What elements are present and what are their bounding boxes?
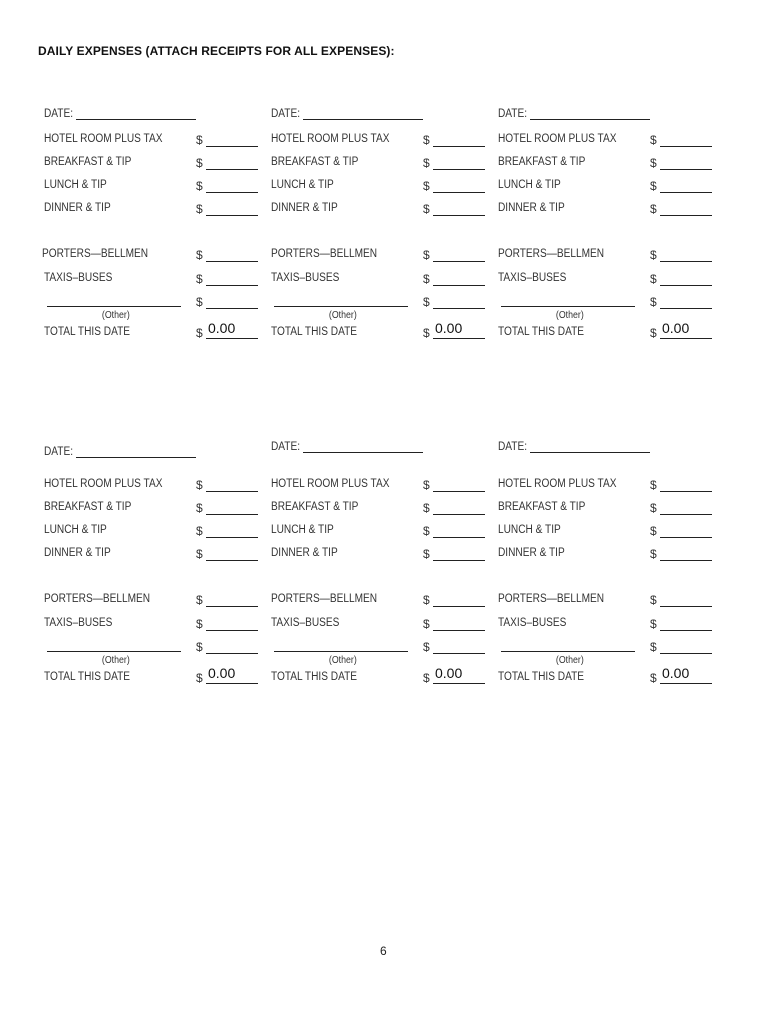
date-label: DATE: (498, 441, 528, 453)
porters-amount-field[interactable] (660, 247, 712, 262)
currency-symbol: $ (196, 617, 203, 631)
hotel-label: HOTEL ROOM PLUS TAX (44, 133, 163, 145)
hotel-label: HOTEL ROOM PLUS TAX (271, 133, 390, 145)
hotel-amount-field[interactable] (206, 477, 258, 492)
breakfast-label: BREAKFAST & TIP (44, 156, 132, 168)
currency-symbol: $ (650, 593, 657, 607)
other-amount-field[interactable] (433, 294, 485, 309)
total-amount-field[interactable]: 0.00 (433, 665, 485, 684)
taxis-label: TAXIS–BUSES (498, 617, 567, 629)
porters-amount-field[interactable] (660, 592, 712, 607)
currency-symbol: $ (423, 272, 430, 286)
day-block (271, 108, 501, 358)
other-label: (Other) (101, 310, 130, 321)
currency-symbol: $ (650, 133, 657, 147)
other-description-field[interactable] (47, 294, 181, 307)
total-amount-field[interactable]: 0.00 (206, 665, 258, 684)
page-heading: DAILY EXPENSES (ATTACH RECEIPTS FOR ALL EXPENSES): (38, 44, 395, 58)
porters-label: PORTERS—BELLMEN (44, 593, 151, 605)
lunch-label: LUNCH & TIP (44, 179, 107, 191)
page-number: 6 (380, 944, 387, 958)
breakfast-amount-field[interactable] (660, 155, 712, 170)
currency-symbol: $ (196, 524, 203, 538)
currency-symbol: $ (423, 547, 430, 561)
currency-symbol: $ (650, 248, 657, 262)
currency-symbol: $ (423, 179, 430, 193)
lunch-label: LUNCH & TIP (498, 524, 561, 536)
currency-symbol: $ (423, 295, 430, 309)
currency-symbol: $ (196, 478, 203, 492)
breakfast-label: BREAKFAST & TIP (498, 501, 586, 513)
date-field[interactable] (76, 445, 196, 458)
porters-label: PORTERS—BELLMEN (271, 593, 378, 605)
day-block (44, 108, 274, 358)
date-label: DATE: (498, 108, 528, 120)
date-label: DATE: (271, 441, 301, 453)
currency-symbol: $ (196, 640, 203, 654)
currency-symbol: $ (650, 547, 657, 561)
currency-symbol: $ (650, 295, 657, 309)
dinner-amount-field[interactable] (660, 201, 712, 216)
currency-symbol: $ (423, 617, 430, 631)
breakfast-amount-field[interactable] (660, 500, 712, 515)
currency-symbol: $ (650, 272, 657, 286)
total-label: TOTAL THIS DATE (271, 326, 358, 338)
dinner-label: DINNER & TIP (44, 202, 111, 214)
currency-symbol: $ (650, 156, 657, 170)
hotel-amount-field[interactable] (206, 132, 258, 147)
total-label: TOTAL THIS DATE (498, 326, 585, 338)
currency-symbol: $ (196, 248, 203, 262)
dinner-label: DINNER & TIP (271, 202, 338, 214)
hotel-amount-field[interactable] (660, 477, 712, 492)
porters-amount-field[interactable] (433, 592, 485, 607)
date-field[interactable] (530, 440, 650, 453)
total-amount-field[interactable]: 0.00 (206, 320, 258, 339)
porters-amount-field[interactable] (206, 592, 258, 607)
currency-symbol: $ (650, 179, 657, 193)
other-description-field[interactable] (274, 294, 408, 307)
lunch-label: LUNCH & TIP (498, 179, 561, 191)
breakfast-label: BREAKFAST & TIP (271, 156, 359, 168)
currency-symbol: $ (196, 501, 203, 515)
dinner-amount-field[interactable] (660, 546, 712, 561)
breakfast-label: BREAKFAST & TIP (498, 156, 586, 168)
porters-label: PORTERS—BELLMEN (498, 248, 605, 260)
currency-symbol: $ (196, 133, 203, 147)
currency-symbol: $ (196, 326, 203, 340)
dinner-amount-field[interactable] (206, 201, 258, 216)
currency-symbol: $ (650, 640, 657, 654)
total-label: TOTAL THIS DATE (271, 671, 358, 683)
total-label: TOTAL THIS DATE (498, 671, 585, 683)
currency-symbol: $ (423, 202, 430, 216)
hotel-label: HOTEL ROOM PLUS TAX (271, 478, 390, 490)
total-label: TOTAL THIS DATE (44, 671, 131, 683)
currency-symbol: $ (196, 272, 203, 286)
porters-label: PORTERS—BELLMEN (42, 248, 149, 260)
currency-symbol: $ (423, 640, 430, 654)
dinner-label: DINNER & TIP (271, 547, 338, 559)
currency-symbol: $ (650, 478, 657, 492)
currency-symbol: $ (650, 524, 657, 538)
breakfast-amount-field[interactable] (433, 155, 485, 170)
other-label: (Other) (328, 655, 357, 666)
lunch-amount-field[interactable] (206, 178, 258, 193)
currency-symbol: $ (650, 671, 657, 685)
currency-symbol: $ (650, 202, 657, 216)
day-block (271, 441, 501, 691)
taxis-amount-field[interactable] (433, 616, 485, 631)
currency-symbol: $ (423, 326, 430, 340)
currency-symbol: $ (196, 295, 203, 309)
currency-symbol: $ (650, 326, 657, 340)
date-label: DATE: (44, 446, 74, 458)
currency-symbol: $ (650, 617, 657, 631)
date-label: DATE: (271, 108, 301, 120)
currency-symbol: $ (423, 133, 430, 147)
porters-amount-field[interactable] (433, 247, 485, 262)
currency-symbol: $ (423, 501, 430, 515)
taxis-label: TAXIS–BUSES (44, 272, 113, 284)
date-field[interactable] (530, 107, 650, 120)
other-label: (Other) (555, 655, 584, 666)
total-amount-field[interactable]: 0.00 (660, 320, 712, 339)
dinner-label: DINNER & TIP (498, 547, 565, 559)
currency-symbol: $ (650, 501, 657, 515)
taxis-amount-field[interactable] (433, 271, 485, 286)
hotel-amount-field[interactable] (433, 132, 485, 147)
taxis-label: TAXIS–BUSES (498, 272, 567, 284)
currency-symbol: $ (423, 671, 430, 685)
currency-symbol: $ (196, 547, 203, 561)
dinner-label: DINNER & TIP (498, 202, 565, 214)
other-amount-field[interactable] (206, 639, 258, 654)
lunch-amount-field[interactable] (660, 523, 712, 538)
total-amount-field[interactable]: 0.00 (660, 665, 712, 684)
other-label: (Other) (101, 655, 130, 666)
currency-symbol: $ (196, 593, 203, 607)
other-amount-field[interactable] (433, 639, 485, 654)
taxis-amount-field[interactable] (660, 271, 712, 286)
total-label: TOTAL THIS DATE (44, 326, 131, 338)
hotel-label: HOTEL ROOM PLUS TAX (44, 478, 163, 490)
dinner-amount-field[interactable] (433, 546, 485, 561)
lunch-amount-field[interactable] (660, 178, 712, 193)
day-block (498, 108, 728, 358)
other-description-field[interactable] (501, 639, 635, 652)
breakfast-amount-field[interactable] (206, 155, 258, 170)
currency-symbol: $ (423, 156, 430, 170)
porters-label: PORTERS—BELLMEN (498, 593, 605, 605)
dinner-amount-field[interactable] (206, 546, 258, 561)
dinner-amount-field[interactable] (433, 201, 485, 216)
other-description-field[interactable] (274, 639, 408, 652)
breakfast-amount-field[interactable] (433, 500, 485, 515)
other-amount-field[interactable] (660, 639, 712, 654)
total-amount-field[interactable]: 0.00 (433, 320, 485, 339)
currency-symbol: $ (423, 524, 430, 538)
other-description-field[interactable] (501, 294, 635, 307)
currency-symbol: $ (423, 478, 430, 492)
currency-symbol: $ (423, 593, 430, 607)
date-label: DATE: (44, 108, 74, 120)
dinner-label: DINNER & TIP (44, 547, 111, 559)
lunch-amount-field[interactable] (433, 178, 485, 193)
taxis-label: TAXIS–BUSES (271, 272, 340, 284)
breakfast-label: BREAKFAST & TIP (44, 501, 132, 513)
breakfast-amount-field[interactable] (206, 500, 258, 515)
other-label: (Other) (555, 310, 584, 321)
date-field[interactable] (303, 440, 423, 453)
currency-symbol: $ (423, 248, 430, 262)
currency-symbol: $ (196, 202, 203, 216)
porters-amount-field[interactable] (206, 247, 258, 262)
date-field[interactable] (303, 107, 423, 120)
taxis-label: TAXIS–BUSES (271, 617, 340, 629)
lunch-label: LUNCH & TIP (271, 524, 334, 536)
hotel-label: HOTEL ROOM PLUS TAX (498, 133, 617, 145)
lunch-label: LUNCH & TIP (44, 524, 107, 536)
breakfast-label: BREAKFAST & TIP (271, 501, 359, 513)
currency-symbol: $ (196, 179, 203, 193)
taxis-label: TAXIS–BUSES (44, 617, 113, 629)
lunch-amount-field[interactable] (433, 523, 485, 538)
other-amount-field[interactable] (206, 294, 258, 309)
lunch-amount-field[interactable] (206, 523, 258, 538)
hotel-label: HOTEL ROOM PLUS TAX (498, 478, 617, 490)
other-label: (Other) (328, 310, 357, 321)
currency-symbol: $ (196, 156, 203, 170)
day-block (498, 441, 728, 691)
taxis-amount-field[interactable] (660, 616, 712, 631)
lunch-label: LUNCH & TIP (271, 179, 334, 191)
other-amount-field[interactable] (660, 294, 712, 309)
day-block (44, 441, 274, 691)
other-description-field[interactable] (47, 639, 181, 652)
porters-label: PORTERS—BELLMEN (271, 248, 378, 260)
currency-symbol: $ (196, 671, 203, 685)
taxis-amount-field[interactable] (206, 616, 258, 631)
taxis-amount-field[interactable] (206, 271, 258, 286)
date-field[interactable] (76, 107, 196, 120)
hotel-amount-field[interactable] (660, 132, 712, 147)
hotel-amount-field[interactable] (433, 477, 485, 492)
